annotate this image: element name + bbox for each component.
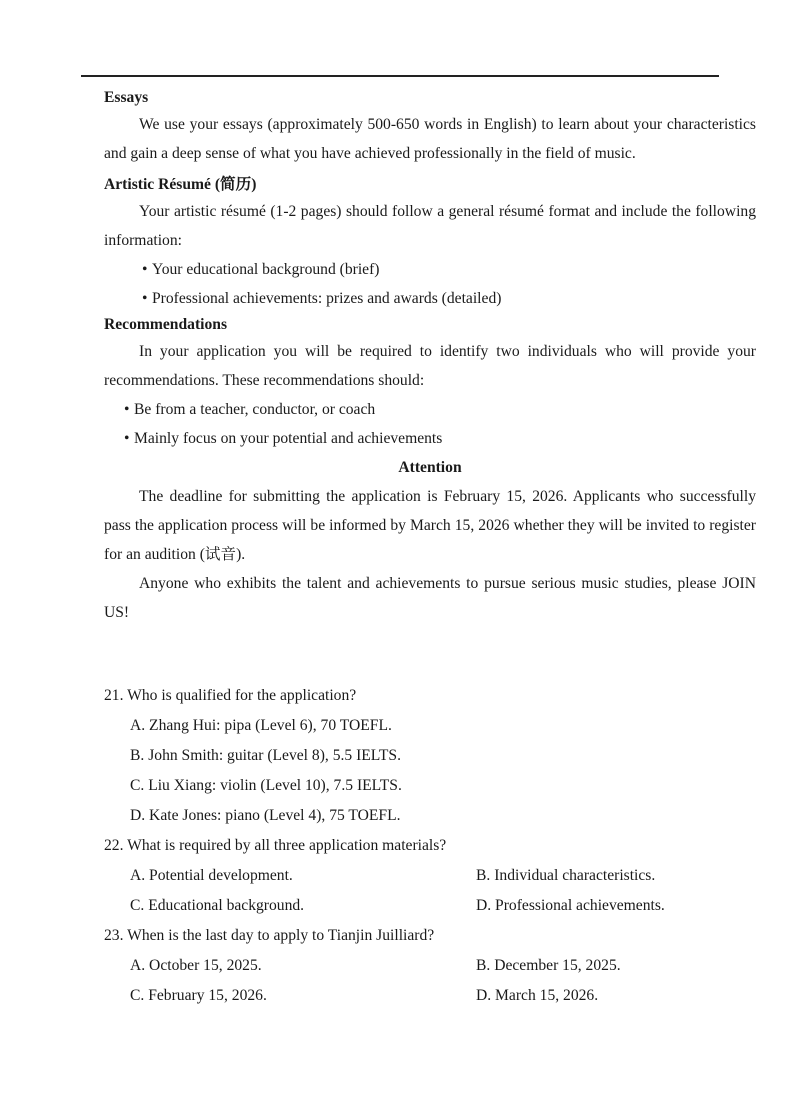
attention-paragraph: The deadline for submitting the application is February 15, 2026. Applicants who successfully pass the application process will be informed by March 15, 2026 whether they will be invited to register for an audition (试音). <box>104 488 756 563</box>
question-21-option-c[interactable]: C. Liu Xiang: violin (Level 10), 7.5 IELTS. <box>130 777 402 794</box>
question-22-option-c[interactable]: C. Educational background. <box>130 897 305 914</box>
question-22-stem: 22. What is required by all three application materials? <box>104 837 447 854</box>
question-23-option-d[interactable]: D. March 15, 2026. <box>476 987 599 1004</box>
recommendations-heading: Recommendations <box>104 316 228 333</box>
resume-paragraph: Your artistic résumé (1-2 pages) should follow a general résumé format and include the following information: <box>104 203 756 249</box>
question-21-option-b[interactable]: B. John Smith: guitar (Level 8), 5.5 IELTS. <box>130 747 401 764</box>
recommendations-bullet-item: • Be from a teacher, conductor, or coach <box>124 401 376 418</box>
question-21-option-d[interactable]: D. Kate Jones: piano (Level 4), 75 TOEFL. <box>130 807 401 824</box>
question-23-option-b[interactable]: B. December 15, 2025. <box>476 957 621 974</box>
question-21-stem: 21. Who is qualified for the application? <box>104 687 357 704</box>
question-22-option-b[interactable]: B. Individual characteristics. <box>476 867 656 884</box>
question-22-options-row-2 <box>104 891 764 921</box>
question-23-options-row-2 <box>104 981 764 1011</box>
attention-heading: Attention <box>398 459 462 476</box>
closing-paragraph: Anyone who exhibits the talent and achievements to pursue serious music studies, please JOIN US! <box>104 575 756 621</box>
question-23-option-a[interactable]: A. October 15, 2025. <box>130 957 262 974</box>
essays-heading: Essays <box>104 89 149 106</box>
top-rule <box>81 75 719 77</box>
resume-bullet-item: • Professional achievements: prizes and awards (detailed) <box>142 290 502 307</box>
essays-paragraph: We use your essays (approximately 500-650 words in English) to learn about your characteristics and gain a deep sense of what you have achieved professionally in the field of music. <box>104 116 756 162</box>
resume-bullet-item: • Your educational background (brief) <box>142 261 380 278</box>
question-22-options-row-1 <box>104 861 764 891</box>
question-22-option-d[interactable]: D. Professional achievements. <box>476 897 665 914</box>
question-23-options-row-1 <box>104 951 764 981</box>
passage <box>104 86 756 627</box>
question-22-option-a[interactable]: A. Potential development. <box>130 867 293 884</box>
recommendations-bullet-item: • Mainly focus on your potential and achievements <box>124 430 443 447</box>
question-23-stem: 23. When is the last day to apply to Tianjin Juilliard? <box>104 927 435 944</box>
question-23-option-c[interactable]: C. February 15, 2026. <box>130 987 267 1004</box>
recommendations-paragraph: In your application you will be required to identify two individuals who will provide your recommendations. These recommendations should: <box>104 343 756 389</box>
questions-section <box>104 681 764 1011</box>
question-21-option-a[interactable]: A. Zhang Hui: pipa (Level 6), 70 TOEFL. <box>130 717 392 734</box>
resume-heading: Artistic Résumé (简历) <box>104 176 257 193</box>
